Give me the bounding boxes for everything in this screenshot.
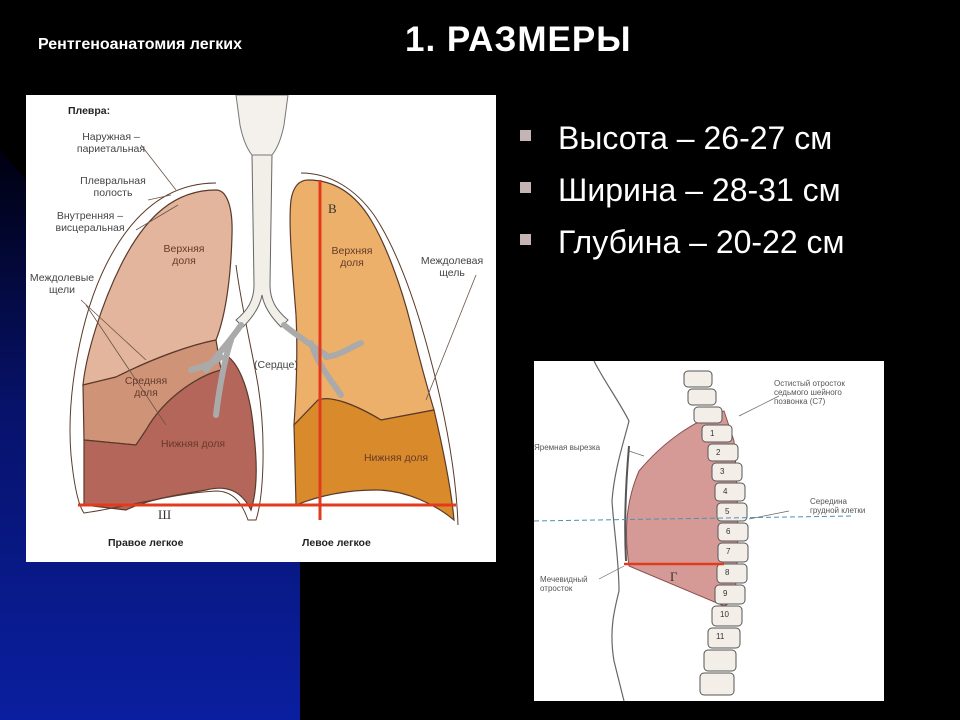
left-lung-upper-lobe [290,180,434,425]
bullet-marker-icon [520,130,531,141]
vertebra-number: 4 [723,487,728,496]
lungs-lateral-diagram [534,361,884,701]
bullet-marker-icon [520,182,531,193]
larynx [236,95,288,155]
vertebra-number: 2 [716,448,721,457]
vertebra-number: 5 [725,507,730,516]
bullet-marker-icon [520,234,531,245]
lungs-illustration [26,95,496,562]
vertebra-number: 10 [720,610,729,619]
lungs-frontal-diagram [26,95,496,562]
vertebra-number: 6 [726,527,731,536]
left-lung-label: Левое легкое [302,537,371,549]
pleura-outer-label: Наружная – париетальная [76,131,146,155]
left-lower-lobe-label: Нижняя доля [363,452,429,464]
body-outline [594,361,629,701]
right-lower-lobe-label: Нижняя доля [160,438,226,450]
right-upper-lobe-label: Верхняя доля [163,243,205,267]
vertebra-number: 11 [716,632,725,641]
bullet-depth: Глубина – 20-22 см [520,224,845,276]
lateral-illustration [534,361,884,701]
vertebra-number: 9 [723,589,728,598]
slide-title: 1. РАЗМЕРЫ [405,20,632,59]
xiphoid-label: Мечевидный отросток [540,575,588,593]
right-middle-lobe-label: Средняя доля [124,375,168,399]
right-lung-label: Правое легкое [108,537,184,549]
depth-letter: Г [670,569,678,584]
midchest-label: Середина грудной клетки [810,497,866,515]
height-letter: В [328,201,337,216]
vertebra-number: 7 [726,547,731,556]
width-letter: Ш [158,507,172,522]
fissures-label: Междолевые щели [29,272,95,296]
vertebra-number: 3 [720,467,725,476]
pleura-inner-label: Внутренняя – висцеральная [55,210,125,234]
bullet-height: Высота – 26-27 см [520,120,845,172]
heart-label: (Сердце) [254,359,298,371]
left-upper-lobe-label: Верхняя доля [331,245,373,269]
bullet-width: Ширина – 28-31 см [520,172,845,224]
trachea [236,155,288,327]
vertebra-number: 1 [710,429,715,438]
c7-label: Остистый отросток седьмого шейного позвонка (С7) [774,379,845,406]
jugular-notch-label: Яремная вырезка [534,443,601,452]
pleural-cavity-label: Плевральная полость [80,175,146,199]
fissure-left-label: Междолевая щель [420,255,484,279]
slide-subtitle: Рентгеноанатомия легких [38,36,243,53]
vertebra-number: 8 [725,568,730,577]
pleura-heading: Плевра: [68,105,111,117]
dimension-list [520,120,845,276]
